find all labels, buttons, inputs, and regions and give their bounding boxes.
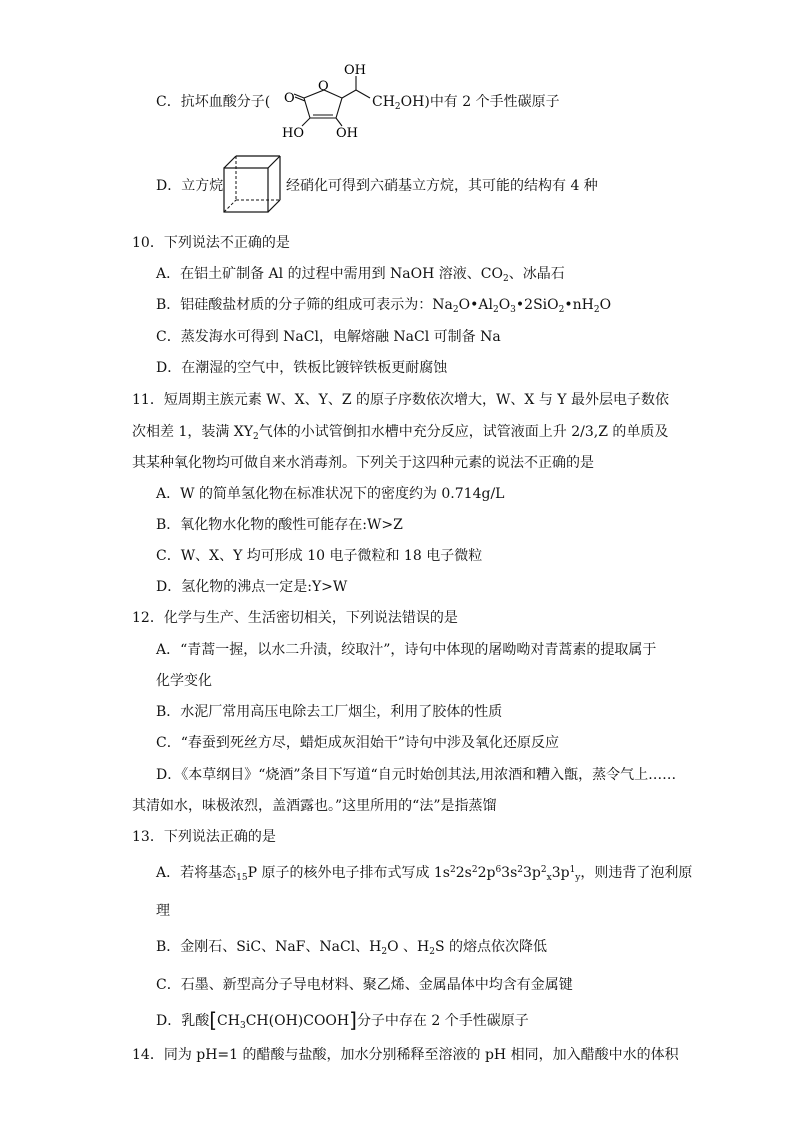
q14-stem: 14．同为 pH=1 的醋酸与盐酸，加水分别稀释至溶液的 pH 相同，加入醋酸中水的体积 bbox=[132, 1047, 679, 1063]
q13-option-a-line1: A．若将基态$_{15}$P 原子的核外电子排布式写成 $1s^22s^22p^63s^23p^2_x3p^1_y$，则违背了泡利原 bbox=[156, 865, 693, 883]
q11-stem-line2: 次相差 1，装满 $XY_2$气体的小试管倒扣水槽中充分反应，试管液面上升 2/3,Z 的单质及 bbox=[132, 424, 669, 442]
q10-option-b: B．铝硅酸盐材质的分子筛的组成可表示为：$Na_2O•Al_2O_3•2SiO_2•nH_2O$ bbox=[156, 297, 612, 315]
ring-o-label: O bbox=[318, 79, 329, 94]
q9-c-suffix-line bbox=[372, 93, 560, 111]
oh-bottom-label: OH bbox=[336, 126, 358, 140]
q9-option-d bbox=[156, 177, 223, 195]
furanone-ring bbox=[304, 90, 342, 118]
q12-option-d-line2: 其清如水，味极浓烈，盖酒露也。”这里所用的“法”是指蒸馏 bbox=[132, 798, 497, 814]
right-bracket: ] bbox=[349, 1008, 357, 1032]
q10-option-a: A．在铝土矿制备 Al 的过程中需用到 NaOH 溶液、$CO_2$、冰晶石 bbox=[156, 266, 565, 284]
q9-option-c bbox=[156, 93, 270, 111]
ho-bond bbox=[302, 118, 310, 126]
left-bracket: [ bbox=[209, 1008, 218, 1032]
oh-top-label: OH bbox=[344, 63, 366, 78]
q12-option-d-line1: D．《本草纲目》“烧酒”条目下写道“自元时始创其法,用浓酒和糟入甑，蒸令气上…… bbox=[156, 767, 677, 783]
q11-option-a: A．W 的简单氢化物在标准状况下的密度约为 0.714g/L bbox=[156, 486, 505, 502]
q12-option-b: B．水泥厂常用高压电除去工厂烟尘，利用了胶体的性质 bbox=[156, 704, 503, 720]
q11-option-b: B．氧化物水化物的酸性可能存在:W>Z bbox=[156, 517, 403, 533]
q12-stem: 12．化学与生产、生活密切相关，下列说法错误的是 bbox=[132, 610, 458, 626]
q9-d-suffix: 经硝化可得到六硝基立方烷，其可能的结构有 4 种 bbox=[286, 178, 598, 194]
q10-stem: 10．下列说法不正确的是 bbox=[132, 235, 290, 251]
oh-bond bbox=[336, 118, 342, 126]
q9-c-suffix: 中有 2 个手性碳原子 bbox=[429, 94, 560, 110]
q13-option-c: C．石墨、新型高分子导电材料、聚乙烯、金属晶体中均含有金属键 bbox=[156, 977, 573, 993]
sidechain-bond bbox=[342, 90, 356, 98]
q11-stem-line1: 11．短周期主族元素 W、X、Y、Z 的原子序数依次增大，W、X 与 Y 最外层电子数依 bbox=[132, 392, 669, 408]
q13-option-a-line2: 理 bbox=[156, 903, 170, 919]
q10-option-d: D．在潮湿的空气中，铁板比镀锌铁板更耐腐蚀 bbox=[156, 360, 448, 376]
q9-d-prefix: D．立方烷 bbox=[156, 178, 224, 194]
carbonyl-o-label: O bbox=[284, 91, 295, 106]
cube-front bbox=[224, 168, 268, 212]
ch2oh-label: $CH_2OH$) bbox=[372, 94, 430, 112]
ho-bottom-label: HO bbox=[282, 126, 304, 140]
q11-stem-line3: 其某种氧化物均可做自来水消毒剂。下列关于这四种元素的说法不正确的是 bbox=[132, 455, 594, 471]
q9-c-prefix: C．抗坏血酸分子( bbox=[156, 94, 271, 110]
q12-option-a-line1: A．“青蒿一握，以水二升渍，绞取汁”，诗句中体现的屠呦呦对青蒿素的提取属于 bbox=[156, 642, 657, 658]
q13-stem: 13．下列说法正确的是 bbox=[132, 829, 276, 845]
q13-option-d: D．乳酸$[CH_3CH(OH)COOH]$分子中存在 2 个手性碳原子 bbox=[156, 1008, 529, 1032]
q13-option-b: B．金刚石、SiC、NaF、NaCl、$H_2O$ 、$H_2S$ 的熔点依次降低 bbox=[156, 939, 548, 957]
q10-option-c: C．蒸发海水可得到 NaCl，电解熔融 NaCl 可制备 Na bbox=[156, 329, 501, 345]
q11-option-c: C．W、X、Y 均可形成 10 电子微粒和 18 电子微粒 bbox=[156, 548, 483, 564]
q11-option-d: D．氢化物的沸点一定是:Y>W bbox=[156, 579, 348, 595]
ch2-bond bbox=[356, 90, 370, 98]
q12-option-c: C．“春蚕到死丝方尽，蜡炬成灰泪始干”诗句中涉及氧化还原反应 bbox=[156, 735, 560, 751]
cubane-structure bbox=[218, 152, 284, 218]
q12-option-a-line2: 化学变化 bbox=[156, 673, 212, 689]
